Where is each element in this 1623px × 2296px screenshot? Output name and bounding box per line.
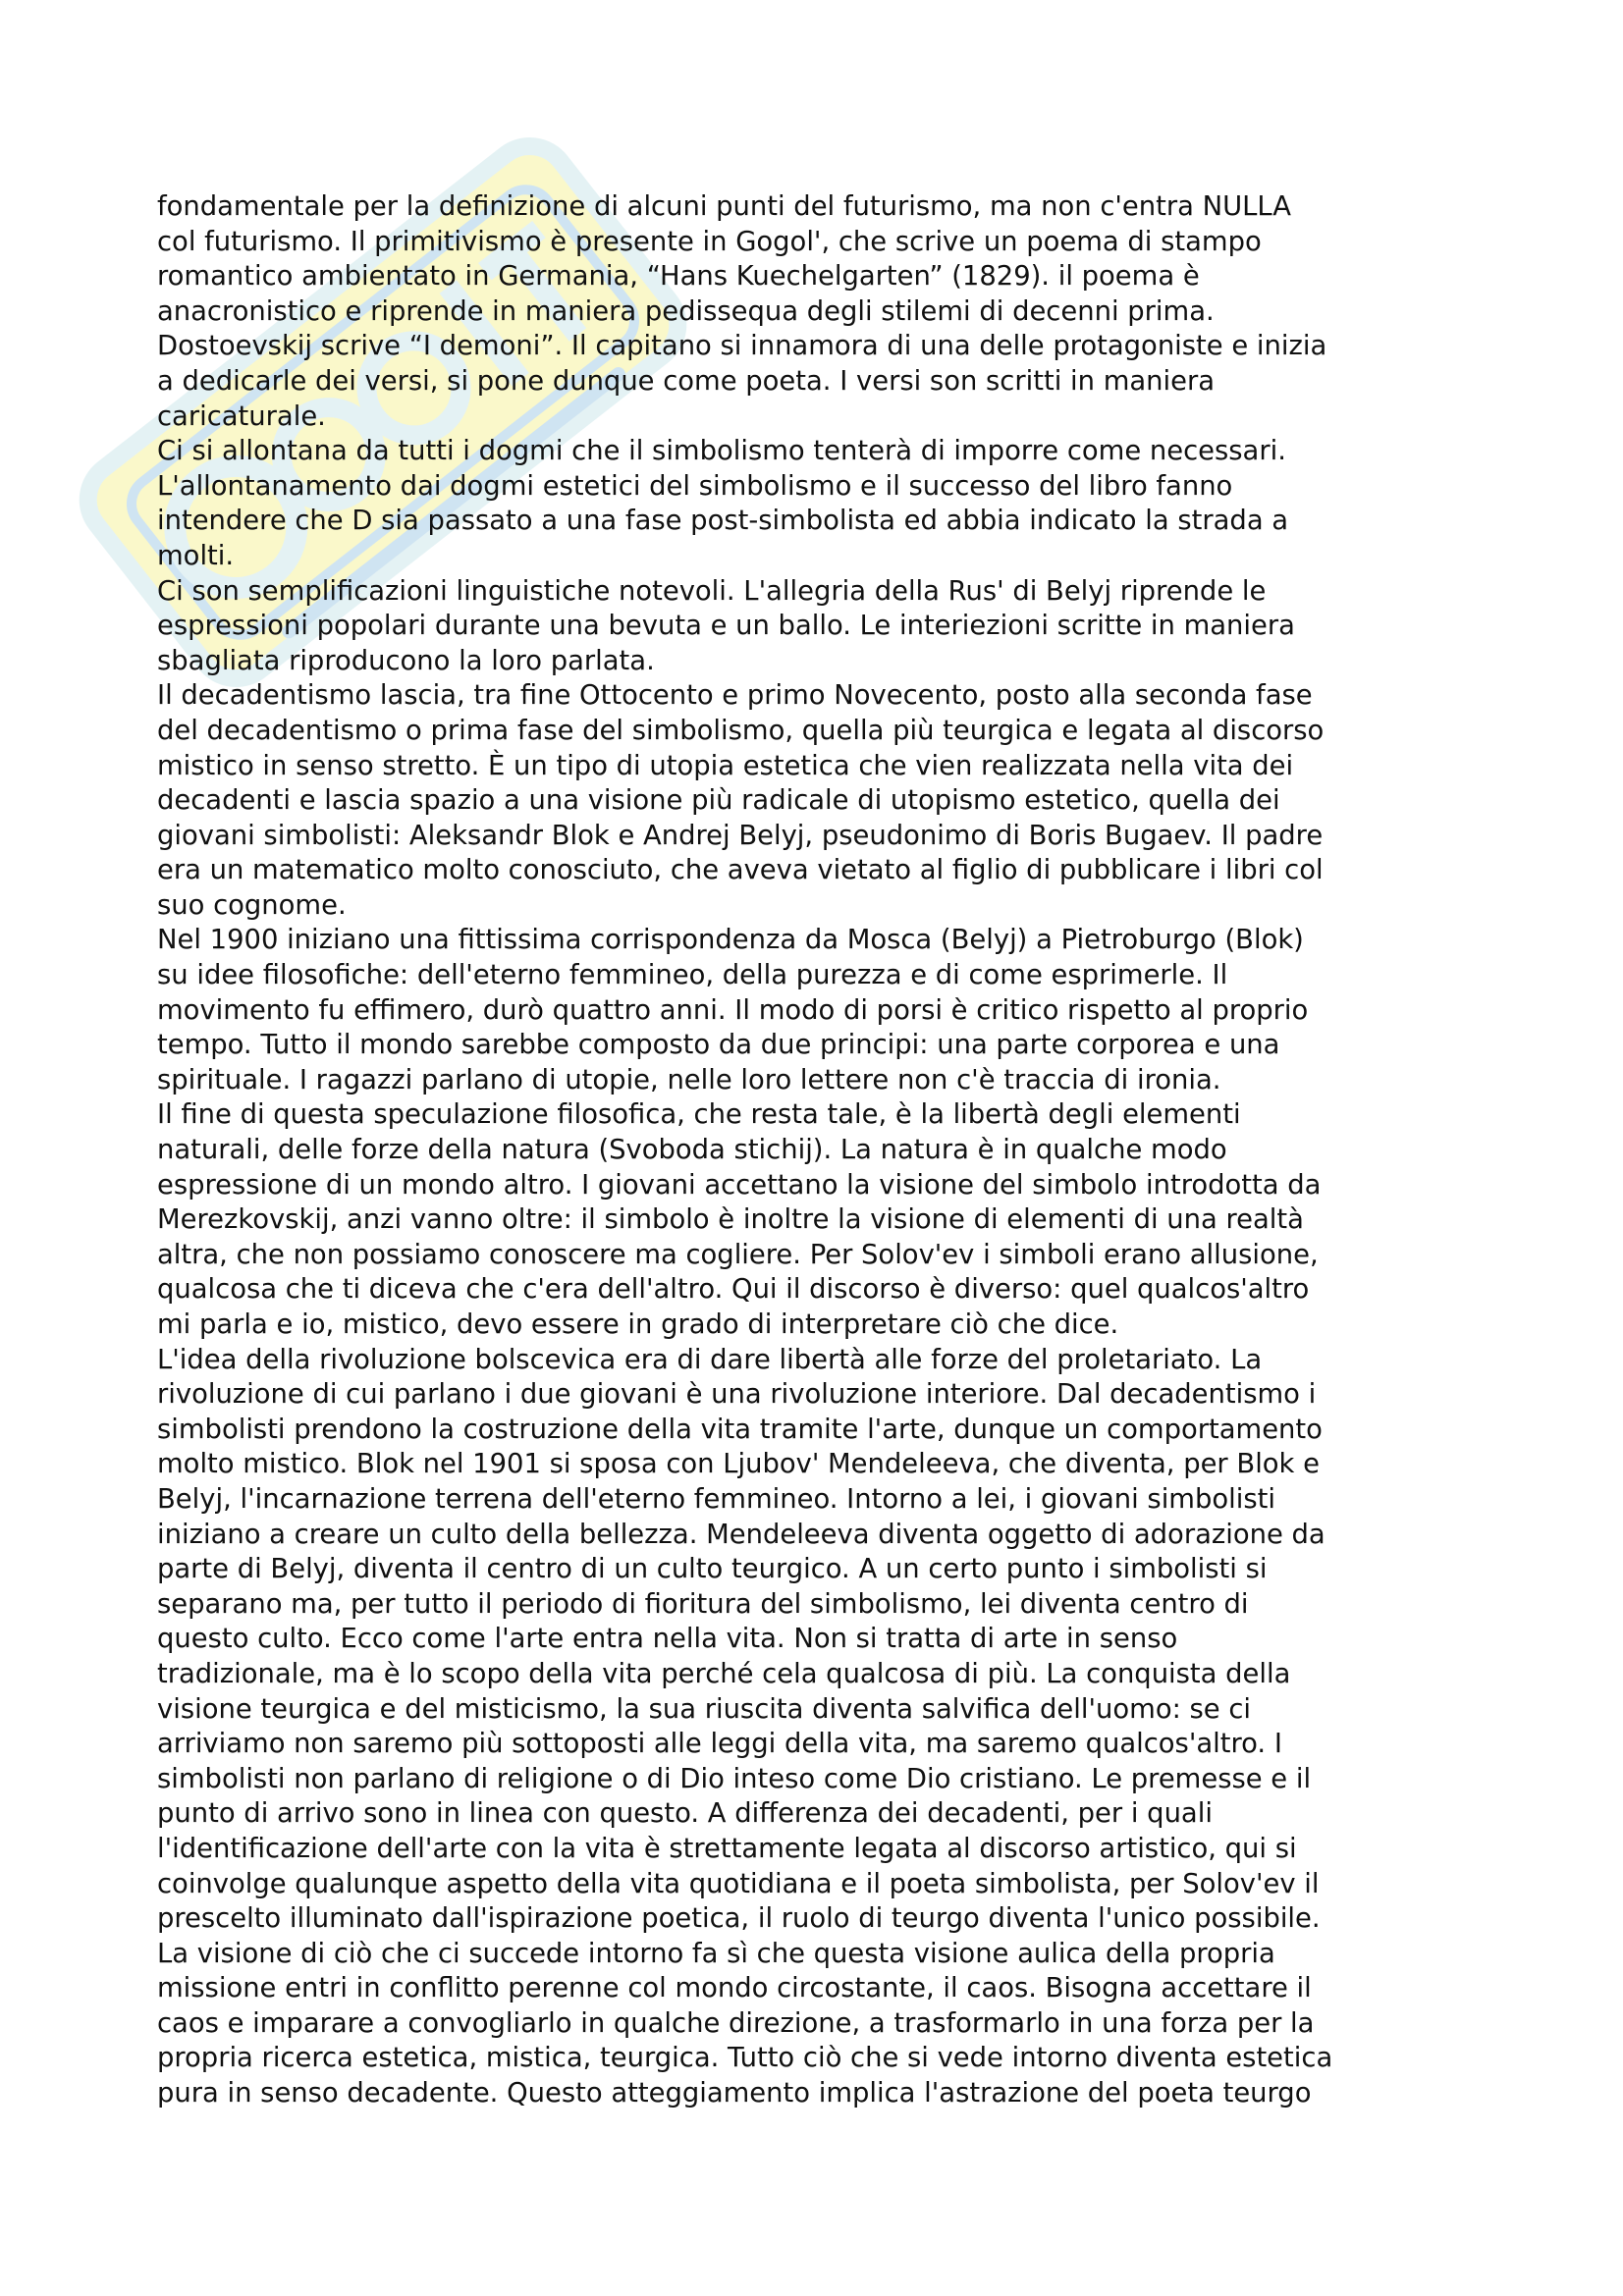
text-line: del decadentismo o prima fase del simbolismo, quella più teurgica e legata al discorso [157,715,1325,746]
text-line: simbolisti non parlano di religione o di Dio inteso come Dio cristiano. Le premesse e il [157,1763,1312,1794]
text-line: pura in senso decadente. Questo atteggiamento implica l'astrazione del poeta teurgo [157,2078,1312,2109]
text-line: propria ricerca estetica, mistica, teurgica. Tutto ciò che si vede intorno diventa estetica [157,2043,1333,2074]
text-line: Il decadentismo lascia, tra fine Ottocento e primo Novecento, posto alla seconda fase [157,680,1313,712]
text-line: iniziano a creare un culto della bellezza. Mendeleeva diventa oggetto di adorazione da [157,1519,1325,1550]
text-line: sbagliata riproducono la loro parlata. [157,645,655,676]
text-line: visione teurgica e del misticismo, la sua riuscita diventa salvifica dell'uomo: se ci [157,1693,1252,1725]
text-line: rivoluzione di cui parlano i due giovani è una rivoluzione interiore. Dal decadentismo i [157,1379,1317,1411]
text-line: su idee filosofiche: dell'eterno femmineo, della purezza e di come esprimerle. Il [157,960,1228,991]
text-line: Merezkovskij, anzi vanno oltre: il simbolo è inoltre la visione di elementi di una realtà [157,1204,1304,1236]
text-line: L'allontanamento dai dogmi estetici del simbolismo e il successo del libro fanno [157,470,1233,502]
text-line: arriviamo non saremo più sottoposti alle leggi della vita, ma saremo qualcos'altro. I [157,1729,1282,1760]
text-line: movimento fu effimero, durò quattro anni. Il modo di porsi è critico rispetto al proprio [157,994,1309,1026]
text-line: molti. [157,540,235,571]
text-line: Ci son semplificazioni linguistiche notevoli. L'allegria della Rus' di Belyj riprende le [157,575,1267,607]
text-line: Nel 1900 iniziano una fittissima corrispondenza da Mosca (Belyj) a Pietroburgo (Blok) [157,925,1304,956]
text-line: mi parla e io, mistico, devo essere in grado di interpretare ciò che dice. [157,1309,1119,1340]
text-line: giovani simbolisti: Aleksandr Blok e Andrej Belyj, pseudonimo di Boris Bugaev. Il padre [157,820,1324,851]
text-line: romantico ambientato in Germania, “Hans Kuechelgarten” (1829). il poema è [157,261,1200,293]
text-line: espressioni popolari durante una bevuta e un ballo. Le interiezioni scritte in maniera [157,611,1295,642]
text-line: suo cognome. [157,889,347,921]
text-line: La visione di ciò che ci succede intorno fa sì che questa visione aulica della propria [157,1938,1275,1969]
text-line: espressione di un mondo altro. I giovani accettano la visione del simbolo introdotta da [157,1169,1322,1201]
text-line: caricaturale. [157,400,326,432]
text-line: era un matematico molto conosciuto, che aveva vietato al figlio di pubblicare i libri col [157,855,1324,886]
text-line: a dedicarle dei versi, si pone dunque come poeta. I versi son scritti in maniera [157,365,1216,397]
text-line: tradizionale, ma è lo scopo della vita perché cela qualcosa di più. La conquista della [157,1658,1291,1689]
text-line: simbolisti prendono la costruzione della vita tramite l'arte, dunque un comportamento [157,1414,1323,1445]
text-line: fondamentale per la definizione di alcuni punti del futurismo, ma non c'entra NULLA [157,191,1292,222]
text-line: anacronistico e riprende in maniera pedissequa degli stilemi di decenni prima. [157,295,1215,327]
text-line: prescelto illuminato dall'ispirazione poetica, il ruolo di teurgo diventa l'unico possibile. [157,1903,1321,1935]
text-line: missione entri in conflitto perenne col mondo circostante, il caos. Bisogna accettare il [157,1973,1312,2004]
text-line: Il fine di questa speculazione filosofica, che resta tale, è la libertà degli elementi [157,1099,1241,1131]
text-line: l'identificazione dell'arte con la vita è strettamente legata al discorso artistico, qui si [157,1833,1297,1864]
text-line: spirituale. I ragazzi parlano di utopie, nelle loro lettere non c'è traccia di ironia. [157,1064,1221,1095]
text-line: separano ma, per tutto il periodo di fioritura del simbolismo, lei diventa centro di [157,1588,1249,1620]
text-line: Ci si allontana da tutti i dogmi che il simbolismo tenterà di imporre come necessari. [157,436,1286,467]
text-line: altra, che non possiamo conoscere ma cogliere. Per Solov'ev i simboli erano allusione, [157,1239,1319,1270]
text-line: L'idea della rivoluzione bolscevica era di dare libertà alle forze del proletariato. La [157,1344,1263,1375]
text-line: col futurismo. Il primitivismo è presente in Gogol', che scrive un poema di stampo [157,226,1262,257]
text-line: tempo. Tutto il mondo sarebbe composto da due principi: una parte corporea e una [157,1030,1280,1061]
text-line: qualcosa che ti diceva che c'era dell'altro. Qui il discorso è diverso: quel qualcos'altro [157,1274,1310,1306]
text-line: parte di Belyj, diventa il centro di un culto teurgico. A un certo punto i simbolisti si [157,1554,1268,1585]
text-line: Belyj, l'incarnazione terrena dell'eterno femmineo. Intorno a lei, i giovani simbolisti [157,1483,1275,1515]
text-line: coinvolge qualunque aspetto della vita quotidiana e il poeta simbolista, per Solov'ev il [157,1868,1320,1899]
text-line: questo culto. Ecco come l'arte entra nella vita. Non si tratta di arte in senso [157,1624,1178,1655]
text-line: decadenti e lascia spazio a una visione più radicale di utopismo estetico, quella dei [157,785,1280,817]
text-line: molto mistico. Blok nel 1901 si sposa con Ljubov' Mendeleeva, che diventa, per Blok e [157,1449,1320,1480]
text-line: Dostoevskij scrive “I demoni”. Il capitano si innamora di una delle protagoniste e inizia [157,331,1327,362]
text-line: caos e imparare a convogliarlo in qualche direzione, a trasformarlo in una forza per la [157,2007,1315,2039]
text-line: punto di arrivo sono in linea con questo. A differenza dei decadenti, per i quali [157,1798,1213,1830]
text-line: mistico in senso stretto. È un tipo di utopia estetica che vien realizzata nella vita dei [157,750,1294,781]
text-line: naturali, delle forze della natura (Svoboda stichij). La natura è in qualche modo [157,1135,1227,1166]
document-text [157,189,1492,2111]
text-line: intendere che D sia passato a una fase post-simbolista ed abbia indicato la strada a [157,506,1289,537]
